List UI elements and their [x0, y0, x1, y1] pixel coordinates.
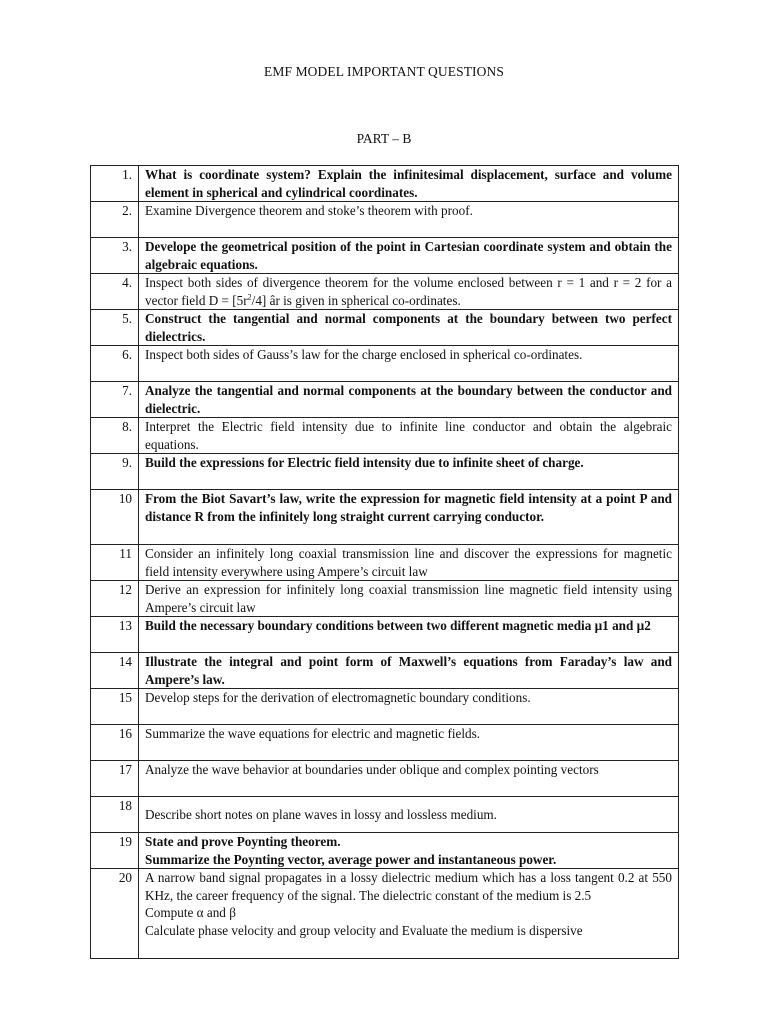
document-title: EMF MODEL IMPORTANT QUESTIONS	[264, 64, 504, 79]
question-text	[139, 274, 679, 310]
question-row	[91, 545, 679, 581]
question-row	[91, 617, 679, 653]
question-row	[91, 238, 679, 274]
question-number: 4.	[91, 274, 139, 310]
question-line: Summarize the Poynting vector, average power and instantaneous power.	[145, 851, 557, 867]
question-row	[91, 418, 679, 454]
question-row	[91, 653, 679, 689]
question-text: From the Biot Savart’s law, write the expression for magnetic field intensity at a point P and distance R from the infinitely long straight current carrying conductor.	[139, 490, 679, 545]
question-line: Calculate phase velocity and group velocity and Evaluate the medium is dispersive	[145, 922, 583, 938]
question-row	[91, 454, 679, 490]
question-row	[91, 725, 679, 761]
question-text	[139, 869, 679, 959]
question-row	[91, 797, 679, 833]
question-number: 8.	[91, 418, 139, 454]
question-row	[91, 490, 679, 545]
question-text: What is coordinate system? Explain the infinitesimal displacement, surface and volume element in spherical and cylindrical coordinates.	[139, 166, 679, 202]
question-number: 19	[91, 833, 139, 869]
question-number: 5.	[91, 310, 139, 346]
superscript: 2	[247, 292, 252, 302]
question-text: Develope the geometrical position of the point in Cartesian coordinate system and obtain the algebraic equations.	[139, 238, 679, 274]
question-number: 16	[91, 725, 139, 761]
question-text: Analyze the wave behavior at boundaries under oblique and complex pointing vectors	[139, 761, 679, 797]
question-row	[91, 833, 679, 869]
question-row	[91, 202, 679, 238]
question-text: Summarize the wave equations for electric and magnetic fields.	[139, 725, 679, 761]
questions-table	[90, 165, 679, 959]
text-segment: /4] âr is given in spherical co-ordinates.	[251, 292, 461, 308]
question-line: A narrow band signal propagates in a lossy dielectric medium which has a loss tangent 0.2 at 550 KHz, the career frequency of the signal. The dielectric constant of the medium is 2.5	[145, 870, 672, 903]
question-number: 17	[91, 761, 139, 797]
question-row	[91, 166, 679, 202]
question-text: Build the necessary boundary conditions between two different magnetic media µ1 and µ2	[139, 617, 679, 653]
question-text: Analyze the tangential and normal components at the boundary between the conductor and dielectric.	[139, 382, 679, 418]
question-row	[91, 869, 679, 959]
question-row	[91, 346, 679, 382]
question-number: 14	[91, 653, 139, 689]
question-text: Illustrate the integral and point form of Maxwell’s equations from Faraday’s law and Ampere’s law.	[139, 653, 679, 689]
question-number: 18	[91, 797, 139, 833]
question-number: 11	[91, 545, 139, 581]
part-title: PART – B	[356, 131, 412, 146]
question-text: Describe short notes on plane waves in lossy and lossless medium.	[139, 797, 679, 833]
question-number: 6.	[91, 346, 139, 382]
question-text: Interpret the Electric field intensity due to infinite line conductor and obtain the algebraic equations.	[139, 418, 679, 454]
question-number: 20	[91, 869, 139, 959]
question-row	[91, 761, 679, 797]
question-text: Consider an infinitely long coaxial transmission line and discover the expressions for magnetic field intensity everywhere using Ampere’s circuit law	[139, 545, 679, 581]
question-text: Build the expressions for Electric field intensity due to infinite sheet of charge.	[139, 454, 679, 490]
question-text: Construct the tangential and normal components at the boundary between two perfect dielectrics.	[139, 310, 679, 346]
question-row	[91, 310, 679, 346]
question-text: Develop steps for the derivation of electromagnetic boundary conditions.	[139, 689, 679, 725]
question-text: Inspect both sides of Gauss’s law for the charge enclosed in spherical co-ordinates.	[139, 346, 679, 382]
text-segment: Inspect both sides of divergence theorem for the volume enclosed between r = 1 and r = 2 for a vector field D = [5r	[145, 275, 672, 308]
question-line: State and prove Poynting theorem.	[145, 834, 341, 849]
question-row	[91, 689, 679, 725]
question-number: 13	[91, 617, 139, 653]
question-text: Derive an expression for infinitely long coaxial transmission line magnetic field intensity using Ampere’s circuit law	[139, 581, 679, 617]
question-number: 3.	[91, 238, 139, 274]
question-line: Compute α and β	[145, 905, 236, 920]
question-number: 7.	[91, 382, 139, 418]
question-text	[139, 833, 679, 869]
question-number: 2.	[91, 202, 139, 238]
question-row	[91, 581, 679, 617]
question-number: 15	[91, 689, 139, 725]
question-text: Examine Divergence theorem and stoke’s theorem with proof.	[139, 202, 679, 238]
question-row	[91, 382, 679, 418]
question-row	[91, 274, 679, 310]
question-number: 1.	[91, 166, 139, 202]
question-number: 9.	[91, 454, 139, 490]
question-number: 10	[91, 490, 139, 545]
question-number: 12	[91, 581, 139, 617]
